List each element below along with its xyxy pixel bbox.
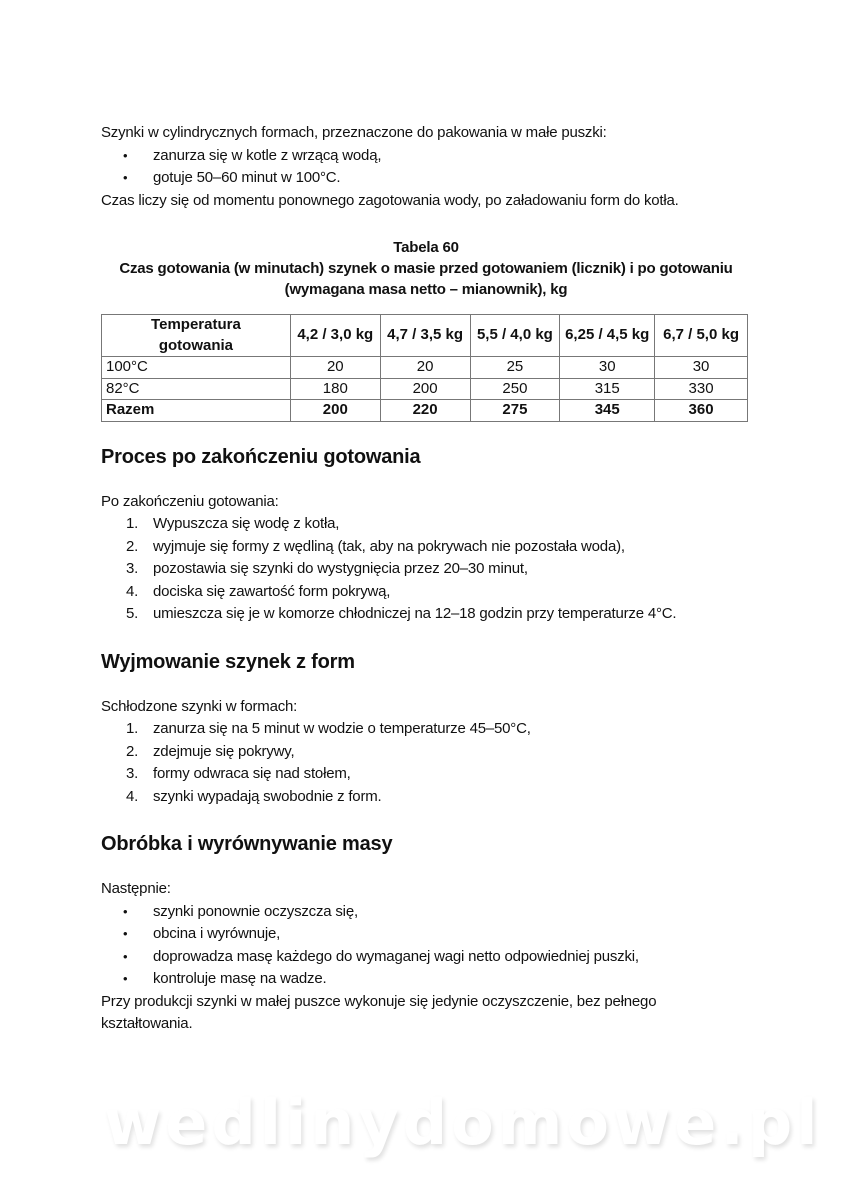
bullet-icon: • xyxy=(123,948,128,964)
list-item: • obcina i wyrównuje, xyxy=(101,923,751,946)
table-cell: 275 xyxy=(470,400,560,422)
list-item: 5. umieszcza się je w komorze chłodniczej na 12–18 godzin przy temperaturze 4°C. xyxy=(126,605,677,622)
table-cell: 360 xyxy=(655,400,748,422)
bullet-icon: • xyxy=(123,971,128,986)
list-item: 4. szynki wypadają swobodnie z form. xyxy=(126,787,382,805)
header-column: 5,5 / 4,0 kg xyxy=(470,315,560,357)
header-column: 4,2 / 3,0 kg xyxy=(290,315,380,357)
list-item: • szynki ponownie oczyszcza się, xyxy=(101,901,751,924)
table-header-row xyxy=(102,315,748,357)
header-column: 6,7 / 5,0 kg xyxy=(655,315,748,357)
bullet-icon: • xyxy=(123,147,128,163)
header-column: 6,25 / 4,5 kg xyxy=(560,315,655,357)
table-cell: 25 xyxy=(470,357,560,379)
list-item: 1. zanurza się na 5 minut w wodzie o temperaturze 45–50°C, xyxy=(126,720,531,737)
table-cell: 30 xyxy=(655,357,748,379)
document-page xyxy=(101,122,751,1036)
table-cell: 200 xyxy=(290,400,380,422)
row-label: Razem xyxy=(102,400,291,422)
bullet-icon: • xyxy=(123,903,128,919)
table-cell: 250 xyxy=(470,378,560,400)
table-cell: 220 xyxy=(380,400,470,422)
bullet-icon: • xyxy=(123,170,128,185)
row-label: 100°C xyxy=(102,357,291,379)
table-caption xyxy=(101,237,751,300)
row-label: 82°C xyxy=(102,378,291,400)
list-item: 3. formy odwraca się nad stołem, xyxy=(126,765,351,782)
table-row xyxy=(102,378,748,400)
table-cell: 330 xyxy=(655,378,748,400)
list-item: 3. pozostawia się szynki do wystygnięcia przez 20–30 minut, xyxy=(126,560,528,577)
bullet-list xyxy=(101,901,751,991)
table-row xyxy=(102,357,748,379)
table-cell: 20 xyxy=(380,357,470,379)
table-cell: 200 xyxy=(380,378,470,400)
table-cell: 20 xyxy=(290,357,380,379)
cooking-time-table xyxy=(101,314,748,422)
section-lead: Po zakończeniu gotowania: xyxy=(101,492,279,510)
list-item: 4. dociska się zawartość form pokrywą, xyxy=(126,582,391,600)
header-column: 4,7 / 3,5 kg xyxy=(380,315,470,357)
table-cell: 315 xyxy=(560,378,655,400)
section-note: Przy produkcji szynki w małej puszce wykonuje się jedynie oczyszczenie, bez pełnego kształtowania. xyxy=(101,992,657,1032)
table-total-row xyxy=(102,400,748,422)
list-item: 2. zdejmuje się pokrywy, xyxy=(126,742,295,760)
watermark: wedlinydomowe.pl xyxy=(104,1086,822,1159)
section-lead: Następnie: xyxy=(101,880,171,897)
list-item: • kontroluje masę na wadze. xyxy=(101,968,751,991)
list-item: • gotuje 50–60 minut w 100°C. xyxy=(101,167,751,190)
section-lead: Schłodzone szynki w formach: xyxy=(101,697,298,715)
section-heading: Obróbka i wyrównywanie masy xyxy=(101,833,393,855)
table-number: Tabela 60 xyxy=(393,239,459,256)
table-cell: 30 xyxy=(560,357,655,379)
section-heading: Wyjmowanie szynek z form xyxy=(101,650,355,673)
list-item: • zanurza się w kotle z wrzącą wodą, xyxy=(101,145,751,168)
intro-lead: Szynki w cylindrycznych formach, przeznaczone do pakowania w małe puszki: xyxy=(101,124,607,141)
numbered-list xyxy=(101,513,751,626)
bullet-icon: • xyxy=(123,926,128,941)
header-temperature: Temperatura gotowania xyxy=(102,315,291,357)
section-heading: Proces po zakończeniu gotowania xyxy=(101,445,421,468)
numbered-list xyxy=(101,718,751,808)
list-item: • doprowadza masę każdego do wymaganej wagi netto odpowiedniej puszki, xyxy=(101,946,751,969)
table-cell: 345 xyxy=(560,400,655,422)
list-item: 1. Wypuszcza się wodę z kotła, xyxy=(126,515,340,532)
table-title: Czas gotowania (w minutach) szynek o masie przed gotowaniem (licznik) i po gotowaniu (wymagana masa netto – mianownik), kg xyxy=(119,260,733,298)
table-cell: 180 xyxy=(290,378,380,400)
list-item: 2. wyjmuje się formy z wędliną (tak, aby na pokrywach nie pozostała woda), xyxy=(126,537,625,555)
intro-bullet-list xyxy=(101,145,751,190)
intro-note: Czas liczy się od momentu ponownego zagotowania wody, po załadowaniu form do kotła. xyxy=(101,191,679,209)
